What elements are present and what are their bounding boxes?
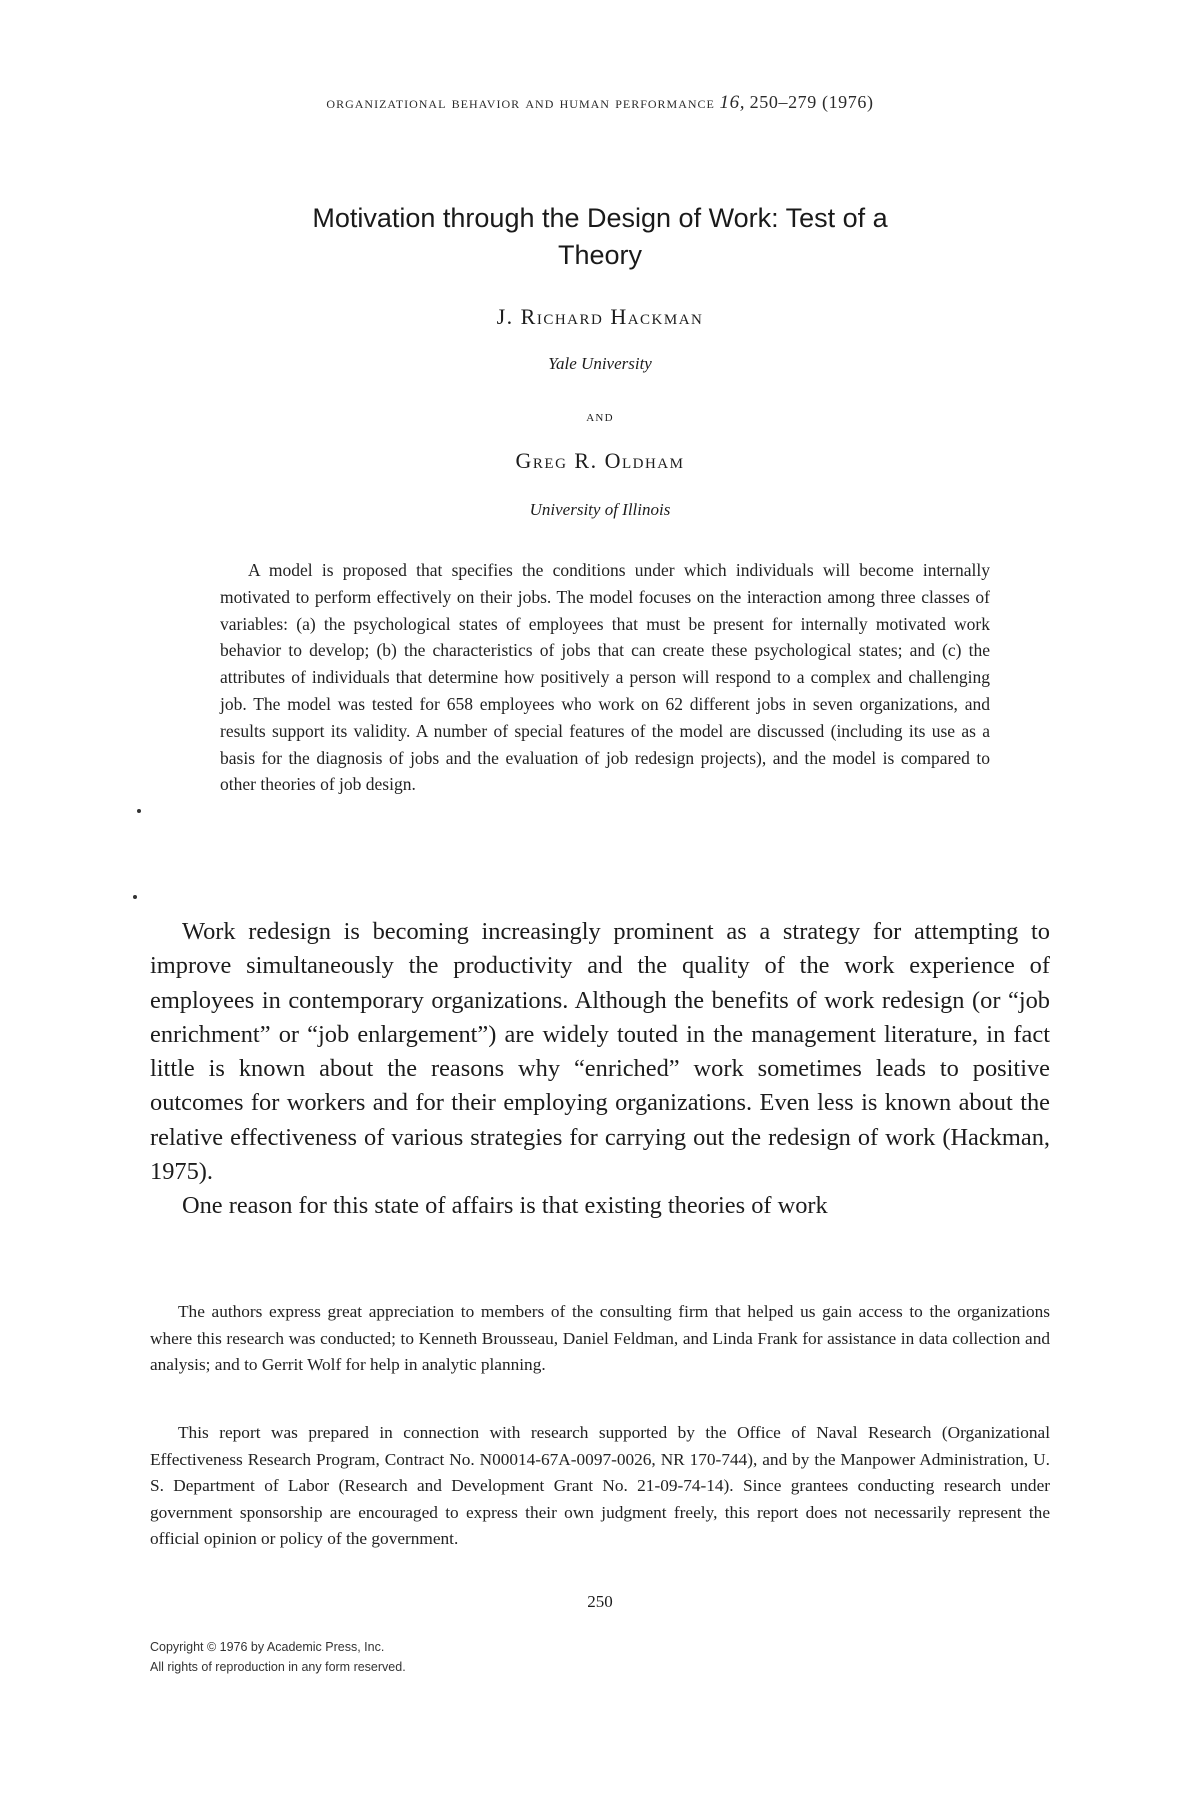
body-paragraph: Work redesign is becoming increasingly prominent as a strategy for attempting to improve simultaneously the productivity and the quality of the work experience of employees in contemporary organizations. Although the benefits of work redesign (or “job enrichment” or “job enlargement”) are widely touted in the management literature, in fact little is known about the reasons why “enriched” work sometimes leads to positive outcomes for workers and for their employing organizations. Even less is known about the relative effectiveness of various strategies for carrying out the redesign of work (Hackman, 1975). [150,918,1050,1186]
copyright-line: Copyright © 1976 by Academic Press, Inc. [150,1640,385,1654]
page-number: 250 [587,1592,613,1611]
article-title [200,200,1000,274]
margin-mark [137,809,141,813]
title-line: Theory [557,240,643,270]
author-affiliation: University of Illinois [529,500,671,519]
title-line: Motivation through the Design of Work: Test of a [312,203,888,233]
body-paragraph: One reason for this state of affairs is that existing theories of work [182,1192,828,1220]
author-name: J. Richard Hackman [496,304,704,329]
journal-pages: 250–279 (1976) [749,92,874,112]
footnote-text: The authors express great appreciation to members of the consulting firm that helped us gain access to the organizations where this research was conducted; to Kenneth Brousseau, Daniel Feldman, and Linda Frank for assistance in data collection and analysis; and to Gerrit Wolf for help in analytic planning. [150,1302,1050,1374]
footnote-funding [150,1420,1050,1553]
footnote-acknowledgments [150,1299,1050,1379]
copyright-line: All rights of reproduction in any form reserved. [150,1660,406,1674]
journal-volume: 16, [719,92,746,113]
author-affiliation: Yale University [548,354,652,373]
footnote-text: This report was prepared in connection with research supported by the Office of Naval Research (Organizational Effectiveness Research Program, Contract No. N00014-67A-0097-0026, NR 170-744), and by the Manpower Administration, U. S. Department of Labor (Research and Development Grant No. 21-09-74-14). Since grantees conducting research under government sponsorship are encouraged to express their own judgment freely, this report does not necessarily represent the official opinion or policy of the government. [150,1423,1050,1548]
author-name: Greg R. Oldham [515,448,685,473]
journal-name: organizational behavior and human performance [326,93,715,112]
running-head [0,92,1200,114]
margin-mark [133,895,137,899]
copyright-notice [150,1637,750,1677]
author-conjunction: and [586,408,614,425]
abstract: A model is proposed that specifies the conditions under which individuals will become internally motivated to perform effectively on their jobs. The model focuses on the interaction among three classes of variables: (a) the psychological states of employees that must be present for internally motivated work behavior to develop; (b) the characteristics of jobs that can create these psychological states; and (c) the attributes of individuals that determine how positively a person will respond to a complex and challenging job. The model was tested for 658 employees who work on 62 different jobs in seven organizations, and results support its validity. A number of special features of the model are discussed (including its use as a basis for the diagnosis of jobs and the evaluation of job redesign projects), and the model is compared to other theories of job design. [220,560,990,795]
body-text [150,915,1050,1224]
